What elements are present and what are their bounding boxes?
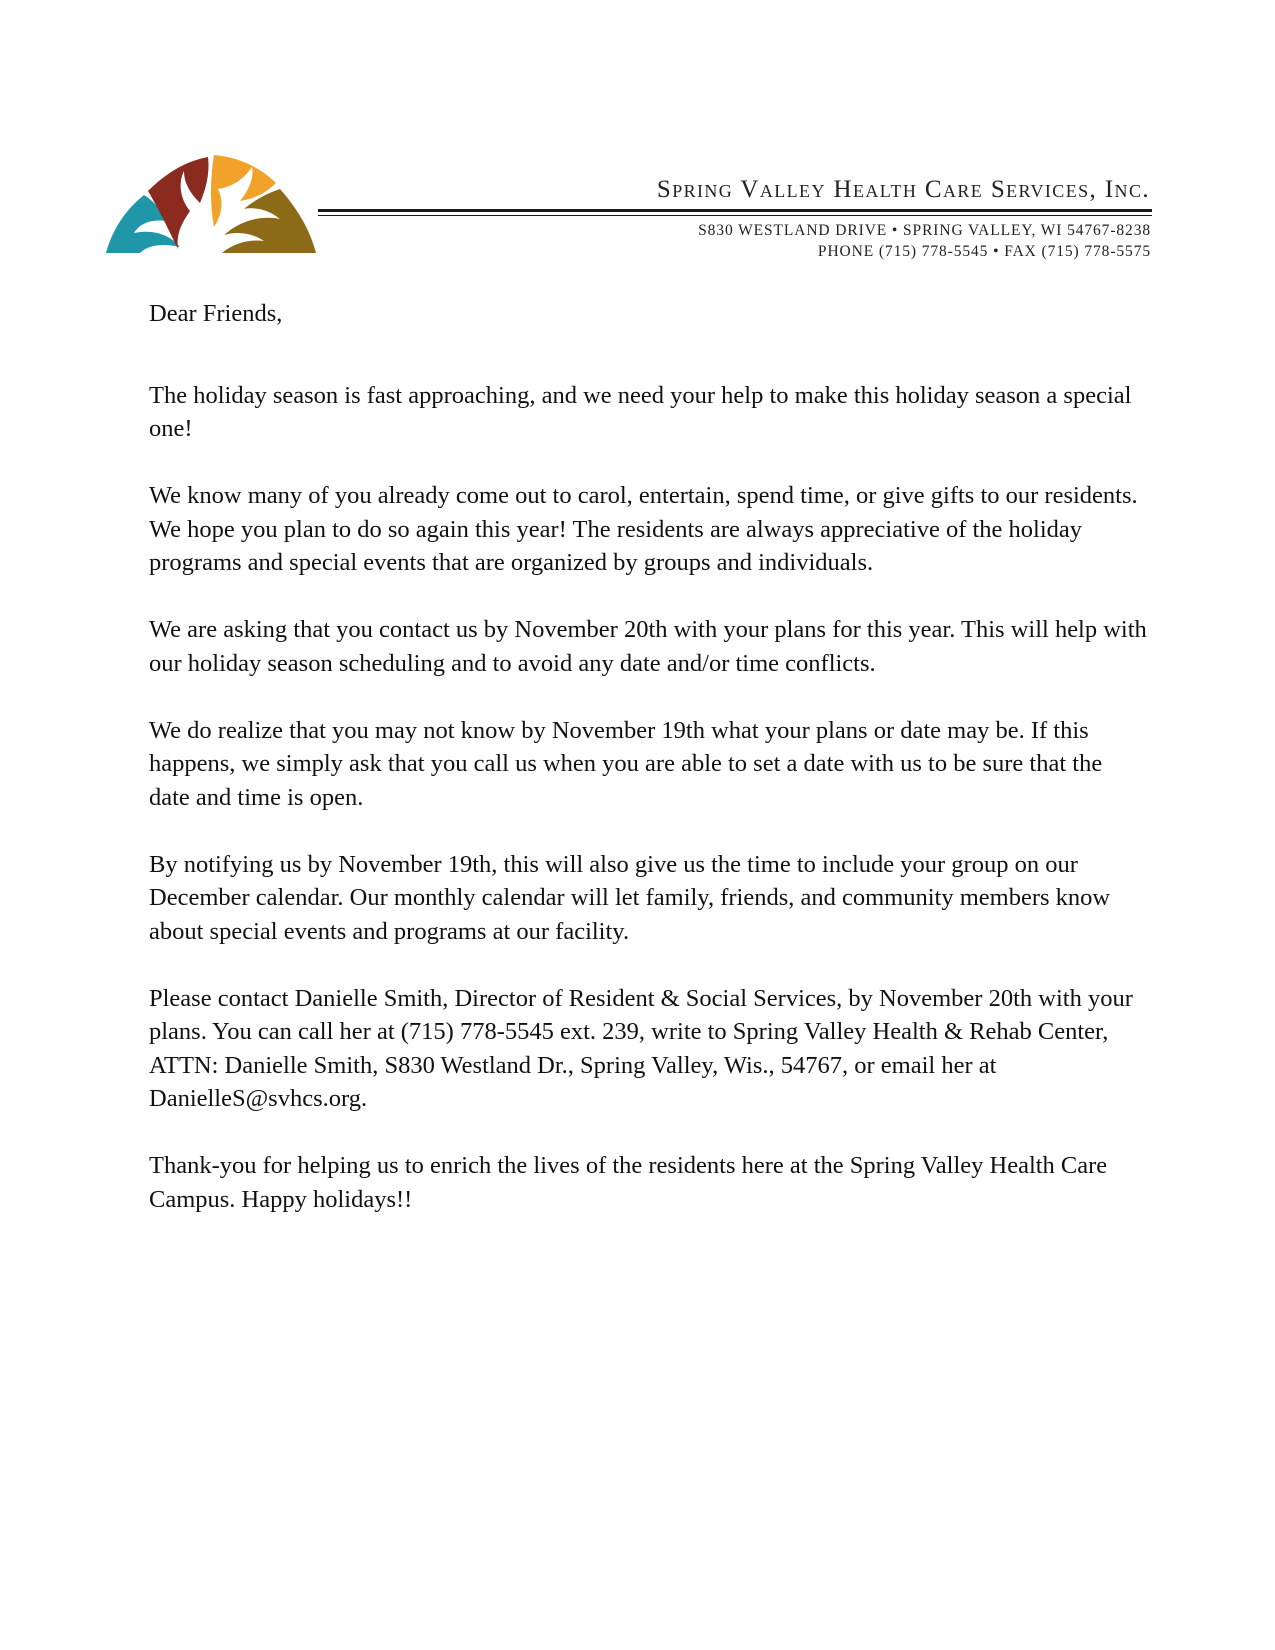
letter-paragraph: We are asking that you contact us by November 20th with your plans for this year. This will help with our holiday season scheduling and to avoid any date and/or time conflicts. [149, 616, 1147, 677]
letter-paragraph: By notifying us by November 19th, this will also give us the time to include your group on our December calendar. Our monthly calendar will let family, friends, and community members know about special events and programs at our facility. [149, 850, 1111, 945]
letter-body [149, 297, 1149, 1250]
letter-paragraph: Thank-you for helping us to enrich the lives of the residents here at the Spring Valley Health Care Campus. Happy holidays!! [149, 1152, 1108, 1213]
letter-paragraph: We know many of you already come out to carol, entertain, spend time, or give gifts to our residents. We hope you plan to do so again this year! The residents are always appreciative of the holiday programs and special events that are organized by groups and individuals. [149, 482, 1138, 576]
letterhead [0, 0, 1275, 280]
letterhead-rule-thin [318, 215, 1152, 216]
letter-paragraph: Please contact Danielle Smith, Director of Resident & Social Services, by November 20th with your plans. You can call her at (715) 778-5545 ext. 239, write to Spring Valley Health & Rehab Center, ATTN: Danielle Smith, S830 Westland Dr., Spring Valley, Wis., 54767, or email her at DanielleS@svhcs.org. [149, 984, 1133, 1112]
letter-paragraph: We do realize that you may not know by November 19th what your plans or date may be. If this happens, we simply ask that you call us when you are able to set a date with us to be sure that the date and time is open. [149, 716, 1103, 811]
salutation: Dear Friends, [149, 300, 283, 327]
letterhead-rule [318, 209, 1152, 212]
address-line: S830 WESTLAND DRIVE • SPRING VALLEY, WI 54767-8238 [698, 222, 1151, 239]
organization-name: Spring Valley Health Care Services, Inc. [656, 176, 1150, 203]
svhcs-fan-logo-icon [104, 153, 318, 257]
letter-paragraph: The holiday season is fast approaching, and we need your help to make this holiday season a special one! [149, 381, 1132, 442]
phone-fax-line: PHONE (715) 778-5545 • FAX (715) 778-5575 [817, 243, 1151, 260]
